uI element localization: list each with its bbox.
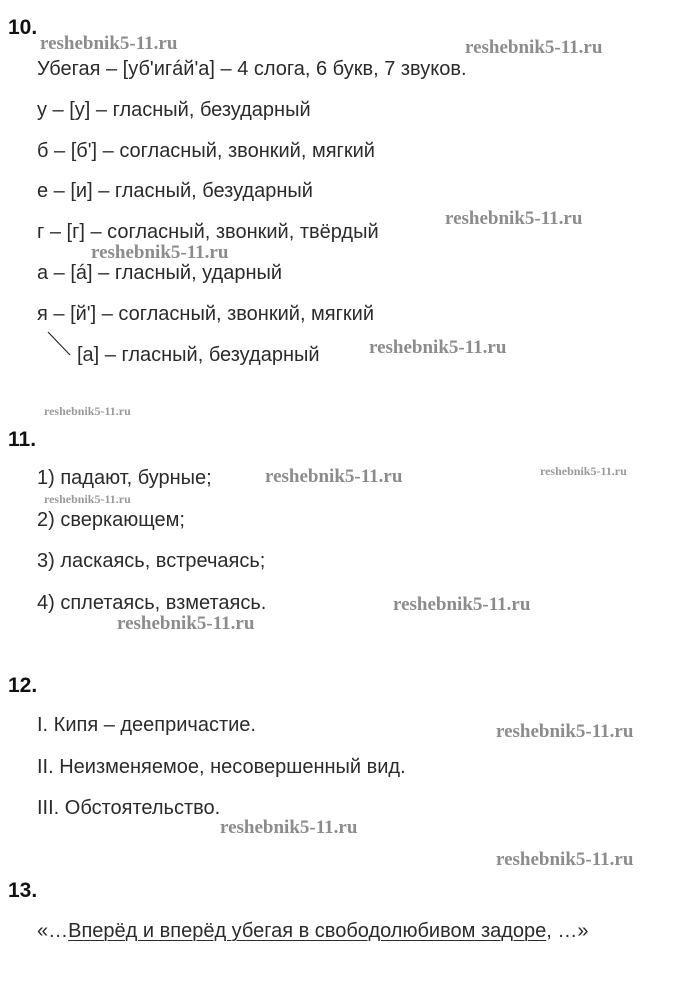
watermark: reshebnik5-11.ru: [496, 721, 634, 742]
quote-open: «…: [37, 920, 69, 942]
quote-close: , …»: [546, 920, 589, 942]
watermark: reshebnik5-11.ru: [44, 404, 131, 418]
task-10-row-3: е – [и] – гласный, безударный: [37, 180, 313, 202]
task-12-row-2: II. Неизменяемое, несовершенный вид.: [37, 756, 406, 778]
watermark: reshebnik5-11.ru: [117, 613, 255, 634]
task-10-summary: Убегая – [уб'игáй'а] – 4 слога, 6 букв, 7 звуков.: [37, 58, 467, 80]
task-10-row-5: а – [á] – гласный, ударный: [37, 262, 283, 284]
watermark: reshebnik5-11.ru: [265, 466, 403, 487]
watermark: reshebnik5-11.ru: [91, 242, 229, 263]
task-13-number: 13.: [8, 879, 38, 902]
task-13-quote: [37, 920, 589, 943]
watermark: reshebnik5-11.ru: [44, 492, 131, 506]
watermark: reshebnik5-11.ru: [369, 337, 507, 358]
task-11-row-2: 2) сверкающем;: [37, 509, 185, 531]
quote-underlined-text: Вперёд и вперёд убегая в свободолюбивом задоре: [68, 920, 547, 942]
task-12-row-3: III. Обстоятельство.: [37, 797, 221, 819]
watermark: reshebnik5-11.ru: [393, 594, 531, 615]
watermark: reshebnik5-11.ru: [40, 33, 178, 54]
watermark: reshebnik5-11.ru: [496, 849, 634, 870]
task-10-row-2: б – [б'] – согласный, звонкий, мягкий: [37, 140, 375, 162]
task-11-row-1: 1) падают, бурные;: [37, 467, 212, 489]
task-11-number: 11.: [8, 428, 37, 451]
task-10-number: 10.: [8, 16, 38, 39]
task-11-row-4: 4) сплетаясь, взметаясь.: [37, 592, 267, 614]
task-12-number: 12.: [8, 674, 38, 697]
watermark: reshebnik5-11.ru: [540, 464, 627, 478]
task-10-row-6: я – [й'] – согласный, звонкий, мягкий: [37, 303, 375, 325]
task-10-row-4: г – [г] – согласный, звонкий, твёрдый: [37, 221, 379, 243]
branch-line: [44, 330, 74, 358]
task-12-row-1: I. Кипя – деепричастие.: [37, 714, 256, 736]
task-11-row-3: 3) ласкаясь, встречаясь;: [37, 550, 266, 572]
task-10-row-7: [а] – гласный, безударный: [77, 344, 320, 366]
watermark: reshebnik5-11.ru: [220, 817, 358, 838]
watermark: reshebnik5-11.ru: [465, 37, 603, 58]
watermark: reshebnik5-11.ru: [445, 208, 583, 229]
task-10-row-1: у – [у] – гласный, безударный: [37, 99, 311, 121]
